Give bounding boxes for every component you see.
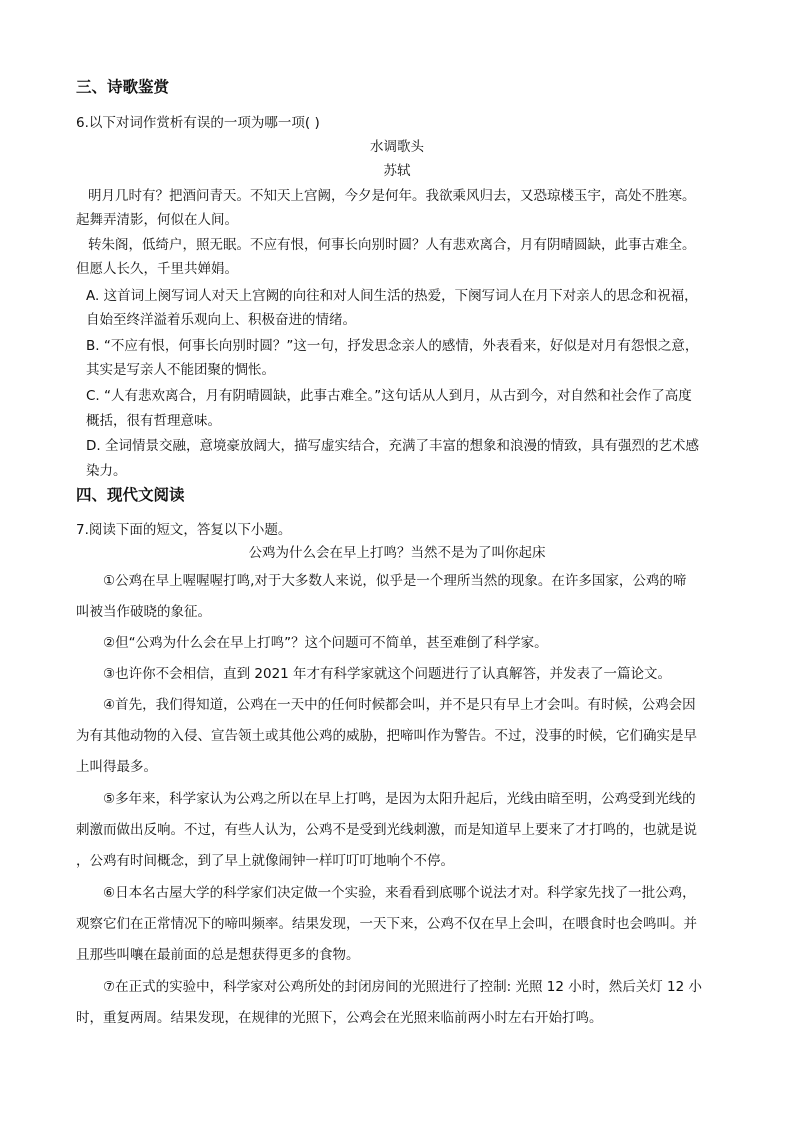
paragraph-6-line2: 观察它们在正常情况下的啼叫频率。结果发现，一天下来，公鸡不仅在早上会叫，在喂食时也会鸣叫。并	[76, 916, 697, 932]
poem-line: 但愿人长久，千里共婵娟。	[76, 261, 238, 277]
paragraph-4-line1: ④首先，我们得知道，公鸡在一天中的任何时候都会叫，并不是只有早上才会叫。有时候，公鸡会因	[103, 697, 696, 713]
question-6: 6.以下对词作赏析有误的一项为哪一项( )	[76, 115, 320, 131]
poem-line: 起舞弄清影，何似在人间。	[76, 212, 238, 228]
poem-line: 转朱阁，低绮户，照无眠。不应有恨，何事长向别时圆？人有悲欢离合，月有阴晴圆缺，此事古难全。	[88, 237, 696, 253]
paragraph-3: ③也许你不会相信，直到 2021 年才有科学家就这个问题进行了认真解答，并发表了一篇论文。	[103, 666, 672, 682]
paragraph-1-line2: 叫被当作破晓的象征。	[76, 604, 211, 620]
option-c-line2: 概括，很有哲理意味。	[86, 413, 221, 429]
paragraph-5-line1: ⑤多年来，科学家认为公鸡之所以在早上打鸣，是因为太阳升起后，光线由暗至明，公鸡受到光线的	[103, 791, 696, 807]
paragraph-6-line1: ⑥日本名古屋大学的科学家们决定做一个实验，来看看到底哪个说法才对。科学家先找了一批公鸡，	[103, 885, 696, 901]
option-a-line1: A. 这首词上阕写词人对天上宫阙的向往和对人间生活的热爱，下阕写词人在月下对亲人的思念和祝福，	[86, 288, 698, 304]
poem-line: 明月几时有？把酒问青天。不知天上宫阙，今夕是何年。我欲乘风归去，又恐琼楼玉宇，高处不胜寒。	[88, 188, 696, 204]
paragraph-1-line1: ①公鸡在早上喔喔喔打鸣,对于大多数人来说，似乎是一个理所当然的现象。在许多国家，公鸡的啼	[103, 573, 687, 589]
paragraph-4-line2: 为有其他动物的入侵、宣告领土或其他公鸡的威胁，把啼叫作为警告。不过，没事的时候，它们确实是早	[76, 728, 697, 744]
option-b-line2: 其实是写亲人不能团聚的惆怅。	[86, 362, 275, 378]
section-heading-poetry: 三、诗歌鉴赏	[76, 78, 170, 96]
paragraph-7-line2: 时，重复两周。结果发现，在规律的光照下，公鸡会在光照来临前两小时左右开始打鸣。	[76, 1010, 603, 1026]
option-c-line1: C. “人有悲欢离合，月有阴晴圆缺，此事古难全。”这句话从人到月，从古到今，对自然和社会作了高度	[86, 388, 692, 404]
paragraph-5-line3: ，公鸡有时间概念，到了早上就像闹钟一样叮叮叮地响个不停。	[76, 853, 454, 869]
option-a-line2: 自始至终洋溢着乐观向上、积极奋进的情绪。	[86, 312, 356, 328]
paragraph-5-line2: 刺激而做出反响。不过，有些人认为，公鸡不是受到光线刺激，而是知道早上要来了才打鸣的，也就是说	[76, 822, 697, 838]
poem-title: 水调歌头	[370, 139, 424, 155]
paragraph-2: ②但“公鸡为什么会在早上打鸣”？这个问题可不简单，甚至难倒了科学家。	[103, 635, 548, 651]
paragraph-7-line1: ⑦在正式的实验中，科学家对公鸡所处的封闭房间的光照进行了控制: 光照 12 小时，然后关灯 12 小	[103, 979, 702, 995]
poem-author: 苏轼	[383, 163, 411, 179]
option-b-line1: B. “不应有恨，何事长向别时圆？”这一句，抒发思念亲人的感情，外表看来，好似是对月有怨恨之意，	[86, 338, 699, 354]
option-d-line2: 染力。	[86, 463, 127, 479]
section-heading-modern-reading: 四、现代文阅读	[76, 486, 185, 504]
article-title: 公鸡为什么会在早上打鸣？当然不是为了叫你起床	[248, 545, 546, 561]
paragraph-6-line3: 且那些叫嚷在最前面的总是想获得更多的食物。	[76, 947, 360, 963]
question-7: 7.阅读下面的短文，答复以下小题。	[76, 522, 292, 538]
paragraph-4-line3: 上叫得最多。	[76, 759, 157, 775]
option-d-line1: D. 全词情景交融，意境豪放阔大，描写虚实结合，充满了丰富的想象和浪漫的情致，具有强烈的艺术感	[86, 438, 699, 454]
